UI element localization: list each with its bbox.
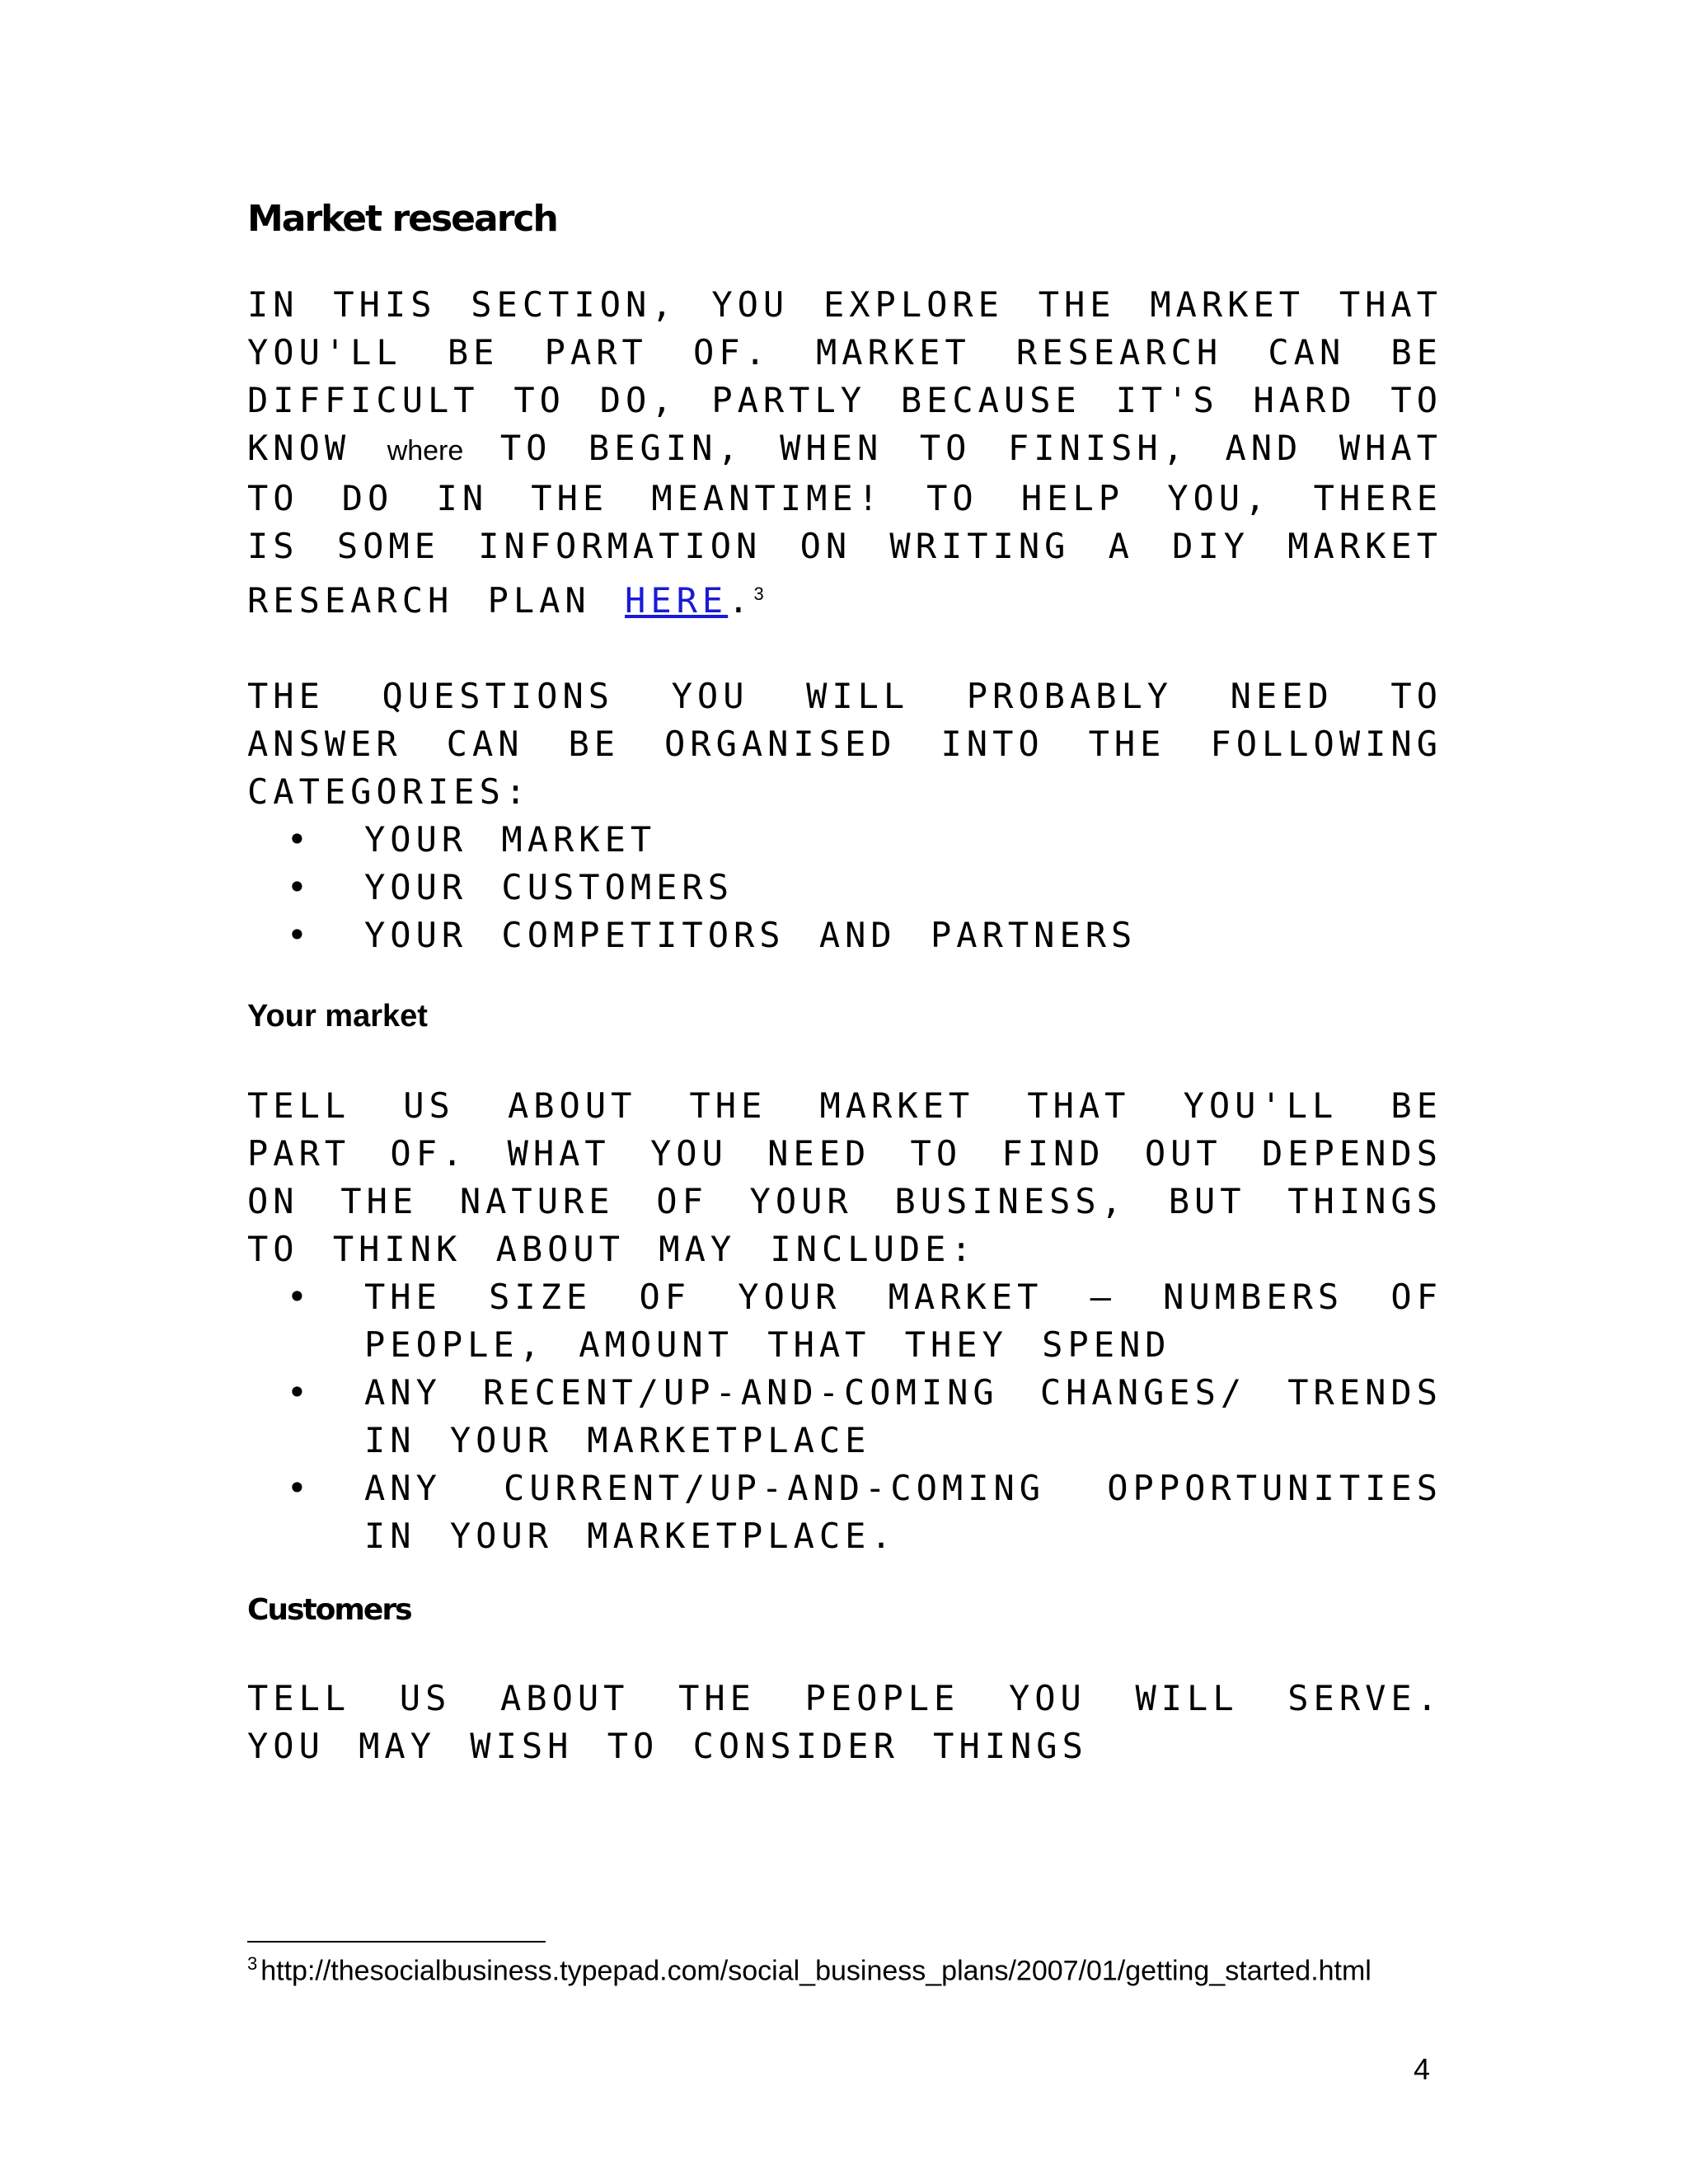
page-content	[247, 198, 1442, 1770]
footnote-number: 3	[247, 1953, 258, 1974]
footnote-divider	[247, 1941, 546, 1943]
market-items-list	[247, 1273, 1442, 1560]
your-market-paragraph: TELL US ABOUT THE MARKET THAT YOU'LL BE PART OF. WHAT YOU NEED TO FIND OUT DEPENDS ON THE NATURE OF YOUR BUSINESS, BUT THINGS TO THINK ABOUT MAY INCLUDE:	[247, 1085, 1442, 1269]
bullet-icon: •	[287, 915, 307, 955]
categories-list	[247, 816, 1442, 959]
list-item	[247, 864, 1442, 912]
questions-paragraph: THE QUESTIONS YOU WILL PROBABLY NEED TO ANSWER CAN BE ORGANISED INTO THE FOLLOWING CATEGORIES:	[247, 676, 1442, 812]
page-number: 4	[1414, 2052, 1431, 2086]
list-item	[247, 1369, 1442, 1465]
footnote-ref: 3	[753, 583, 764, 604]
market-item-text: ANY CURRENT/UP-AND-COMING OPPORTUNITIES IN YOUR MARKETPLACE.	[364, 1468, 1442, 1556]
bullet-icon: •	[287, 1468, 307, 1508]
category-label: YOUR MARKET	[364, 819, 657, 860]
intro-text-after: TO BEGIN, WHEN TO FINISH, AND WHAT TO DO IN THE MEANTIME! TO HELP YOU, THERE IS SOME INFORMATION ON WRITING A DIY MARKET RESEARCH PLAN	[247, 428, 1442, 621]
bullet-icon: •	[287, 867, 307, 907]
bullet-icon: •	[287, 1277, 307, 1317]
bullet-icon: •	[287, 819, 307, 860]
list-item	[247, 1465, 1442, 1560]
footnote-url[interactable]: http://thesocialbusiness.typepad.com/social_business_plans/2007/01/getting_started.html	[260, 1955, 1372, 1987]
list-item	[247, 912, 1442, 959]
your-market-heading: Your market	[247, 999, 428, 1033]
list-item	[247, 816, 1442, 864]
bullet-icon: •	[287, 1372, 307, 1413]
intro-paragraph	[247, 281, 1442, 625]
intro-after-link: .	[728, 580, 754, 621]
category-label: YOUR COMPETITORS AND PARTNERS	[364, 915, 1137, 955]
section-title: Market research	[247, 198, 557, 240]
intro-text-plain: where	[387, 435, 464, 466]
list-item	[247, 1273, 1442, 1369]
customers-heading: Customers	[247, 1593, 411, 1627]
intro-text-before: IN THIS SECTION, YOU EXPLORE THE MARKET THAT YOU'LL BE PART OF. MARKET RESEARCH CAN BE DIFFICULT TO DO, PARTLY BECAUSE IT'S HARD TO KNOW	[247, 284, 1442, 468]
footnote	[247, 1953, 1372, 1987]
market-item-text: ANY RECENT/UP-AND-COMING CHANGES/ TRENDS IN YOUR MARKETPLACE	[364, 1372, 1442, 1460]
market-item-text: THE SIZE OF YOUR MARKET – NUMBERS OF PEOPLE, AMOUNT THAT THEY SPEND	[364, 1277, 1442, 1365]
customers-paragraph: TELL US ABOUT THE PEOPLE YOU WILL SERVE. YOU MAY WISH TO CONSIDER THINGS	[247, 1678, 1442, 1766]
here-link[interactable]: HERE	[625, 580, 729, 621]
category-label: YOUR CUSTOMERS	[364, 867, 734, 907]
